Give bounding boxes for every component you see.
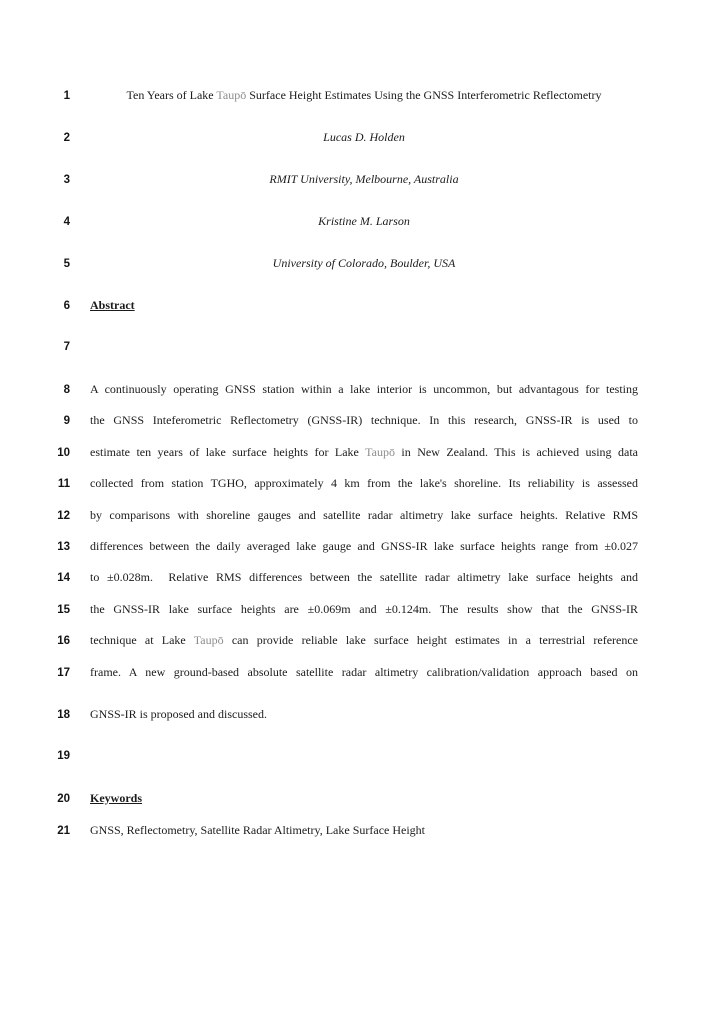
paper-title: [90, 88, 638, 103]
abstract-body-line: [0, 707, 724, 749]
taupo-text: Taupō: [365, 444, 395, 459]
title-line: [0, 88, 724, 130]
abstract-text: [90, 633, 638, 648]
abstract-text: differences between the daily averaged lake gauge and GNSS-IR lake surface heights range from ±0.027: [90, 538, 638, 553]
abstract-body-line: [0, 539, 724, 570]
author-name: Lucas D. Holden: [323, 130, 405, 144]
keywords-heading-line: [0, 791, 724, 823]
line-number: 2: [63, 132, 70, 144]
line-number: 21: [57, 824, 70, 837]
keywords-text: GNSS, Reflectometry, Satellite Radar Altimetry, Lake Surface Height: [90, 822, 426, 837]
line-number: 9: [63, 415, 70, 428]
abstract-heading-line: [0, 298, 724, 340]
line-number: 7: [63, 341, 70, 353]
line-number: 6: [63, 300, 70, 312]
abstract-body-line: [0, 382, 724, 413]
abstract-text: A continuously operating GNSS station within a lake interior is uncommon, but advantagous for testing: [90, 382, 638, 396]
abstract-text-pre: estimate ten years of lake surface heights for Lake: [90, 444, 366, 459]
abstract-text-pre: technique at Lake: [90, 633, 194, 648]
abstract-text: the GNSS-IR lake surface heights are ±0.069m and ±0.124m. The results show that the GNSS-IR: [90, 601, 638, 616]
abstract-body-line: [0, 476, 724, 507]
abstract-text: collected from station TGHO, approximately 4 km from the lake's shoreline. Its reliability is assessed: [90, 476, 638, 491]
keywords-line: [0, 823, 724, 854]
abstract-body-line: [0, 508, 724, 539]
line-number: 8: [63, 384, 70, 396]
abstract-body-line: [0, 413, 724, 444]
abstract-text: to ±0.028m. Relative RMS differences between the satellite radar altimetry lake surface heights and: [90, 570, 638, 585]
line-number: 12: [57, 509, 70, 522]
author-affiliation: RMIT University, Melbourne, Australia: [269, 172, 459, 186]
line-number: 1: [63, 90, 70, 102]
line-number: 14: [57, 572, 70, 585]
line-number: 15: [57, 603, 70, 616]
abstract-text-post: can provide reliable lake surface height estimates in a terrestrial reference: [223, 633, 638, 648]
abstract-text: GNSS-IR is proposed and discussed.: [90, 706, 267, 721]
title-text-post: Surface Height Estimates Using the GNSS Interferometric Reflectometry: [246, 88, 602, 102]
line-number: 13: [57, 540, 70, 553]
blank-line: [0, 749, 724, 791]
abstract-body-line: [0, 665, 724, 707]
abstract-body-line: [0, 445, 724, 476]
line-number: 17: [57, 666, 70, 679]
affiliation-line: [0, 256, 724, 298]
abstract-text-post: in New Zealand. This is achieved using data: [394, 444, 638, 459]
line-number: 3: [63, 174, 70, 186]
line-number: 16: [57, 635, 70, 648]
line-number: 4: [63, 216, 70, 228]
line-number: 5: [63, 258, 70, 270]
line-number: 18: [57, 708, 70, 721]
affiliation-line: [0, 172, 724, 214]
author-line: [0, 214, 724, 256]
author-affiliation: University of Colorado, Boulder, USA: [272, 256, 456, 270]
title-text-pre: Ten Years of Lake: [126, 88, 217, 102]
abstract-text: [90, 445, 638, 460]
blank-line: [0, 340, 724, 382]
abstract-text: frame. A new ground-based absolute satellite radar altimetry calibration/validation approach based on: [90, 664, 638, 679]
abstract-text: by comparisons with shoreline gauges and satellite radar altimetry lake surface heights. Relative RMS: [90, 507, 638, 522]
abstract-text: the GNSS Inteferometric Reflectometry (GNSS-IR) technique. In this research, GNSS-IR is used to: [90, 413, 638, 428]
abstract-body-line: [0, 602, 724, 633]
keywords-heading: Keywords: [90, 790, 142, 805]
title-taupo-text: Taupō: [216, 88, 247, 102]
line-number: 11: [57, 478, 70, 491]
author-line: [0, 130, 724, 172]
line-number: 19: [57, 749, 70, 762]
abstract-heading: Abstract: [90, 298, 135, 312]
abstract-body-line: [0, 570, 724, 601]
taupo-text: Taupō: [193, 633, 224, 648]
author-name: Kristine M. Larson: [318, 214, 410, 228]
line-number: 10: [57, 446, 70, 459]
abstract-body-line: [0, 633, 724, 664]
line-number: 20: [57, 792, 70, 805]
